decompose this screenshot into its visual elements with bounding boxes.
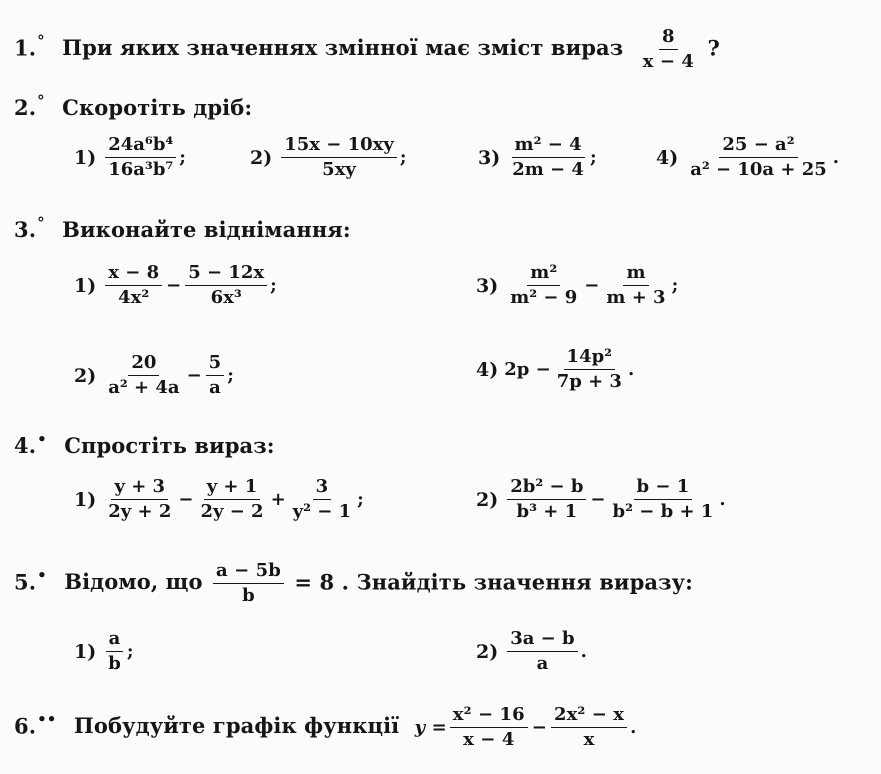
fraction [105,630,124,674]
math-text: m² [527,264,560,286]
fraction [105,264,162,308]
math-text: b³ + 1 [516,500,578,522]
math-text: m + 3 [606,286,666,308]
math-text: 2m − 4 [512,158,584,180]
task-3-item-3 [476,264,678,308]
math-text: a [106,630,124,652]
math-text: 2p − [504,359,551,381]
math-text: . [580,641,587,663]
task-3-item-1 [74,264,277,308]
math-text: y² − 1 [292,500,352,522]
math-text: . [627,359,635,381]
math-text: − [166,275,182,297]
math-text: b² − b + 1 [612,500,714,522]
difficulty-mark: ° [37,92,45,110]
math-text: x − 8 [105,264,162,286]
math-text: 20 [128,354,159,376]
task-number: 2. [14,95,37,120]
math-text: 2x² − x [551,706,627,728]
math-text: 4) [656,146,679,169]
task-number: 3. [14,217,37,242]
fraction [554,348,625,392]
math-text: 1) [74,488,97,511]
task-2 [14,92,252,120]
fraction [105,478,174,522]
difficulty-mark: ° [37,32,45,51]
math-text: 16a³b⁷ [108,158,174,180]
math-text: 2) [476,488,499,511]
task-number: 4. [14,433,37,458]
task-5-item-1 [74,630,133,674]
fraction [640,28,697,72]
math-text: + [270,489,286,511]
math-text: 3 [313,478,332,500]
task-text: При яких значеннях змінної має зміст вираз [62,35,624,61]
math-text: 5 − 12x [185,264,267,286]
math-text: b [242,584,255,606]
task-text-pre: Відомо, що [64,569,203,595]
math-text: b [108,652,121,674]
math-text: . [630,717,637,739]
fraction [507,478,586,522]
task-3-item-4 [476,348,634,392]
math-text: 8 [659,28,678,50]
task-4-item-1 [74,478,364,522]
math-text: − [584,275,600,297]
difficulty-mark: • [37,430,47,448]
task-1 [14,28,720,72]
task-3-item-2 [74,354,234,398]
math-text: − [531,717,547,739]
math-text: 5 [206,354,225,376]
fraction [610,478,717,522]
task-5-item-2 [476,630,587,674]
math-text: y = [414,717,447,739]
function-formula [415,706,637,750]
task-text: Скоротіть дріб: [62,95,253,120]
task-3 [14,214,351,242]
math-text: 1) [74,274,97,297]
math-text: 7p + 3 [556,370,622,392]
math-text: ; [357,489,364,511]
math-text: x − 4 [642,50,695,72]
fraction [551,706,627,750]
math-text: . [832,147,840,169]
task-text: Спростіть вираз: [64,433,275,458]
fraction [197,478,266,522]
fraction [213,562,284,606]
task-2-item-3 [478,136,597,180]
math-text: a [536,652,549,674]
math-text: 3) [478,146,501,169]
math-text: y + 1 [204,478,261,500]
fraction [105,136,176,180]
math-text: m [623,264,648,286]
math-text: 3a − b [507,630,577,652]
task-4-item-2 [476,478,726,522]
math-text: ; [270,275,277,297]
math-text: ; [671,275,679,297]
fraction [507,264,580,308]
math-text: 2) [476,640,499,663]
math-text: . [719,489,726,511]
math-text: a [209,376,221,398]
fraction [507,630,577,674]
fraction [509,136,587,180]
math-text: 2) [74,364,97,387]
math-text: x² − 16 [450,706,528,728]
task-2-item-4 [656,136,839,180]
math-text: 2b² − b [507,478,586,500]
fraction [206,354,225,398]
fraction [290,478,354,522]
fraction [603,264,668,308]
difficulty-mark: •• [37,710,57,729]
math-text: 1) [74,640,97,663]
math-text: 2y + 2 [108,500,172,522]
task-text: Знайдіть значення виразу: [356,569,693,595]
math-text: x [583,728,595,750]
fraction [450,706,528,750]
math-text: 14p² [564,348,616,370]
math-text: x − 4 [463,728,515,750]
equals-value: = 8 . [294,569,350,595]
math-text: ; [589,147,597,169]
task-6 [14,706,637,750]
task-text: Побудуйте графік функції [73,713,400,739]
math-text: 1) [74,146,97,169]
task-4 [14,430,275,458]
math-text: 5xy [322,158,356,180]
math-text: 3) [476,274,499,297]
math-text: m² − 4 [512,136,585,158]
math-text: ; [227,365,234,387]
math-text: 2) [250,146,273,169]
math-text: − [590,489,606,511]
math-text: 6x³ [210,286,242,308]
task-number: 1. [14,35,37,61]
question-mark: ? [707,35,720,61]
task-text: Виконайте віднімання: [62,217,351,242]
task-2-item-2 [250,136,407,180]
fraction [687,136,830,180]
math-text: m² − 9 [510,286,578,308]
math-text: ; [179,147,186,169]
task-2-item-1 [74,136,186,180]
math-text: a² + 4a [108,376,180,398]
math-text: b − 1 [634,478,693,500]
math-text: ; [126,641,134,663]
math-text: ; [399,147,407,169]
fraction [185,264,267,308]
fraction [281,136,397,180]
math-text: 15x − 10xy [281,136,397,158]
math-text: 2y − 2 [200,500,264,522]
math-text: y + 3 [111,478,168,500]
math-text: − [178,489,194,511]
math-text: 25 − a² [719,136,797,158]
math-text: 4) [476,358,499,381]
task-number: 6. [14,713,37,739]
math-text: − [186,365,202,387]
math-text: 24a⁶b⁴ [105,136,176,158]
math-text: 4x² [118,286,150,308]
difficulty-mark: ° [37,214,45,232]
math-text: a² − 10a + 25 [690,158,827,180]
task-number: 5. [14,569,37,595]
task-5 [14,562,693,606]
difficulty-mark: • [37,566,47,585]
fraction [105,354,182,398]
math-text: a − 5b [213,562,284,584]
